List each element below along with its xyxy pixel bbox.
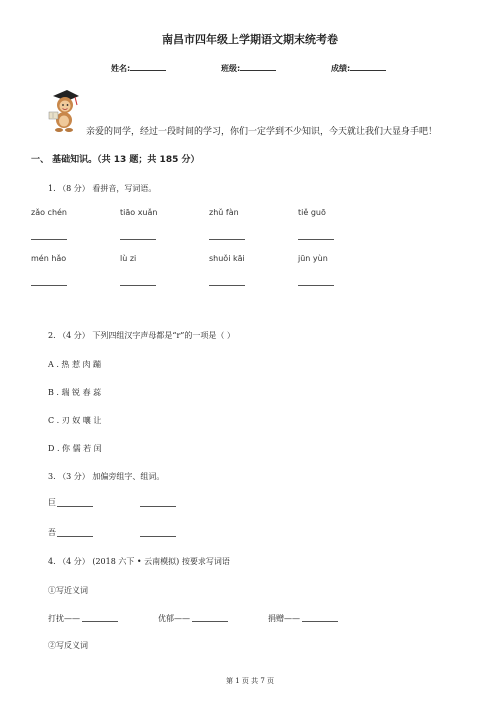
answer-line[interactable] xyxy=(298,239,334,240)
question-2-header: 2. （4 分） 下列四组汉字声母都是“r”的一项是（ ） xyxy=(48,331,235,340)
name-label: 姓名: xyxy=(111,64,131,73)
answer-line[interactable] xyxy=(298,285,334,286)
pinyin-6: lù zi xyxy=(120,254,137,263)
option-c[interactable]: C . 刃 奴 嚷 让 xyxy=(48,416,102,425)
answer-line[interactable] xyxy=(82,621,118,622)
answer-line[interactable] xyxy=(57,506,93,507)
class-label: 班级: xyxy=(221,64,241,73)
answer-line[interactable] xyxy=(31,239,67,240)
answer-line[interactable] xyxy=(120,285,156,286)
q4-sub-2: ②写反义词 xyxy=(48,641,88,650)
mascot-icon xyxy=(45,88,81,134)
q4-word-1: 打扰—— xyxy=(48,614,80,623)
name-field xyxy=(111,63,166,74)
score-label: 成绩: xyxy=(331,64,351,73)
q3-char-1: 巨 xyxy=(48,498,56,507)
score-field xyxy=(331,63,386,74)
answer-line[interactable] xyxy=(209,239,245,240)
intro-text: 亲爱的同学，经过一段时间的学习，你们一定学到不少知识，今天就让我们大显身手吧！ xyxy=(86,127,438,137)
answer-line[interactable] xyxy=(192,621,228,622)
pinyin-3: zhǔ fàn xyxy=(209,208,239,217)
name-blank xyxy=(130,63,166,71)
answer-line[interactable] xyxy=(120,239,156,240)
question-1-header: 1. （8 分） 看拼音，写词语。 xyxy=(48,184,157,193)
option-a[interactable]: A . 热 惹 肉 蹦 xyxy=(48,360,102,369)
q3-char-2: 吾 xyxy=(48,528,56,537)
answer-line[interactable] xyxy=(302,621,338,622)
q4-word-2: 优郁—— xyxy=(158,614,190,623)
q4-sub-1: ①写近义词 xyxy=(48,586,88,595)
pinyin-4: tiě guō xyxy=(298,208,326,217)
score-blank xyxy=(350,63,386,71)
pinyin-8: jūn yùn xyxy=(298,254,328,263)
answer-line[interactable] xyxy=(209,285,245,286)
section-heading: 一、 基础知识。（共 13 题；共 185 分） xyxy=(31,155,200,165)
option-d[interactable]: D . 你 儒 若 闰 xyxy=(48,444,102,453)
question-4-header: 4. （4 分） (2018 六下 • 云南模拟) 按要求写词语 xyxy=(48,557,230,566)
answer-line[interactable] xyxy=(57,536,93,537)
q4-word-3: 捐赠—— xyxy=(268,614,300,623)
class-blank xyxy=(240,63,276,71)
page-footer: 第 1 页 共 7 页 xyxy=(225,677,275,685)
answer-line[interactable] xyxy=(140,506,176,507)
pinyin-7: shuǒi kāi xyxy=(209,254,245,263)
question-3-header: 3. （3 分） 加偏旁组字、组词。 xyxy=(48,472,165,481)
class-field xyxy=(221,63,276,74)
answer-line[interactable] xyxy=(140,536,176,537)
pinyin-2: tiāo xuǎn xyxy=(120,208,158,217)
answer-line[interactable] xyxy=(31,285,67,286)
pinyin-5: mén hǎo xyxy=(31,254,67,263)
page-title: 南昌市四年级上学期语文期末统考卷 xyxy=(162,33,338,46)
pinyin-1: zǎo chén xyxy=(31,208,67,217)
option-b[interactable]: B . 瑞 锐 春 蕊 xyxy=(48,388,102,397)
